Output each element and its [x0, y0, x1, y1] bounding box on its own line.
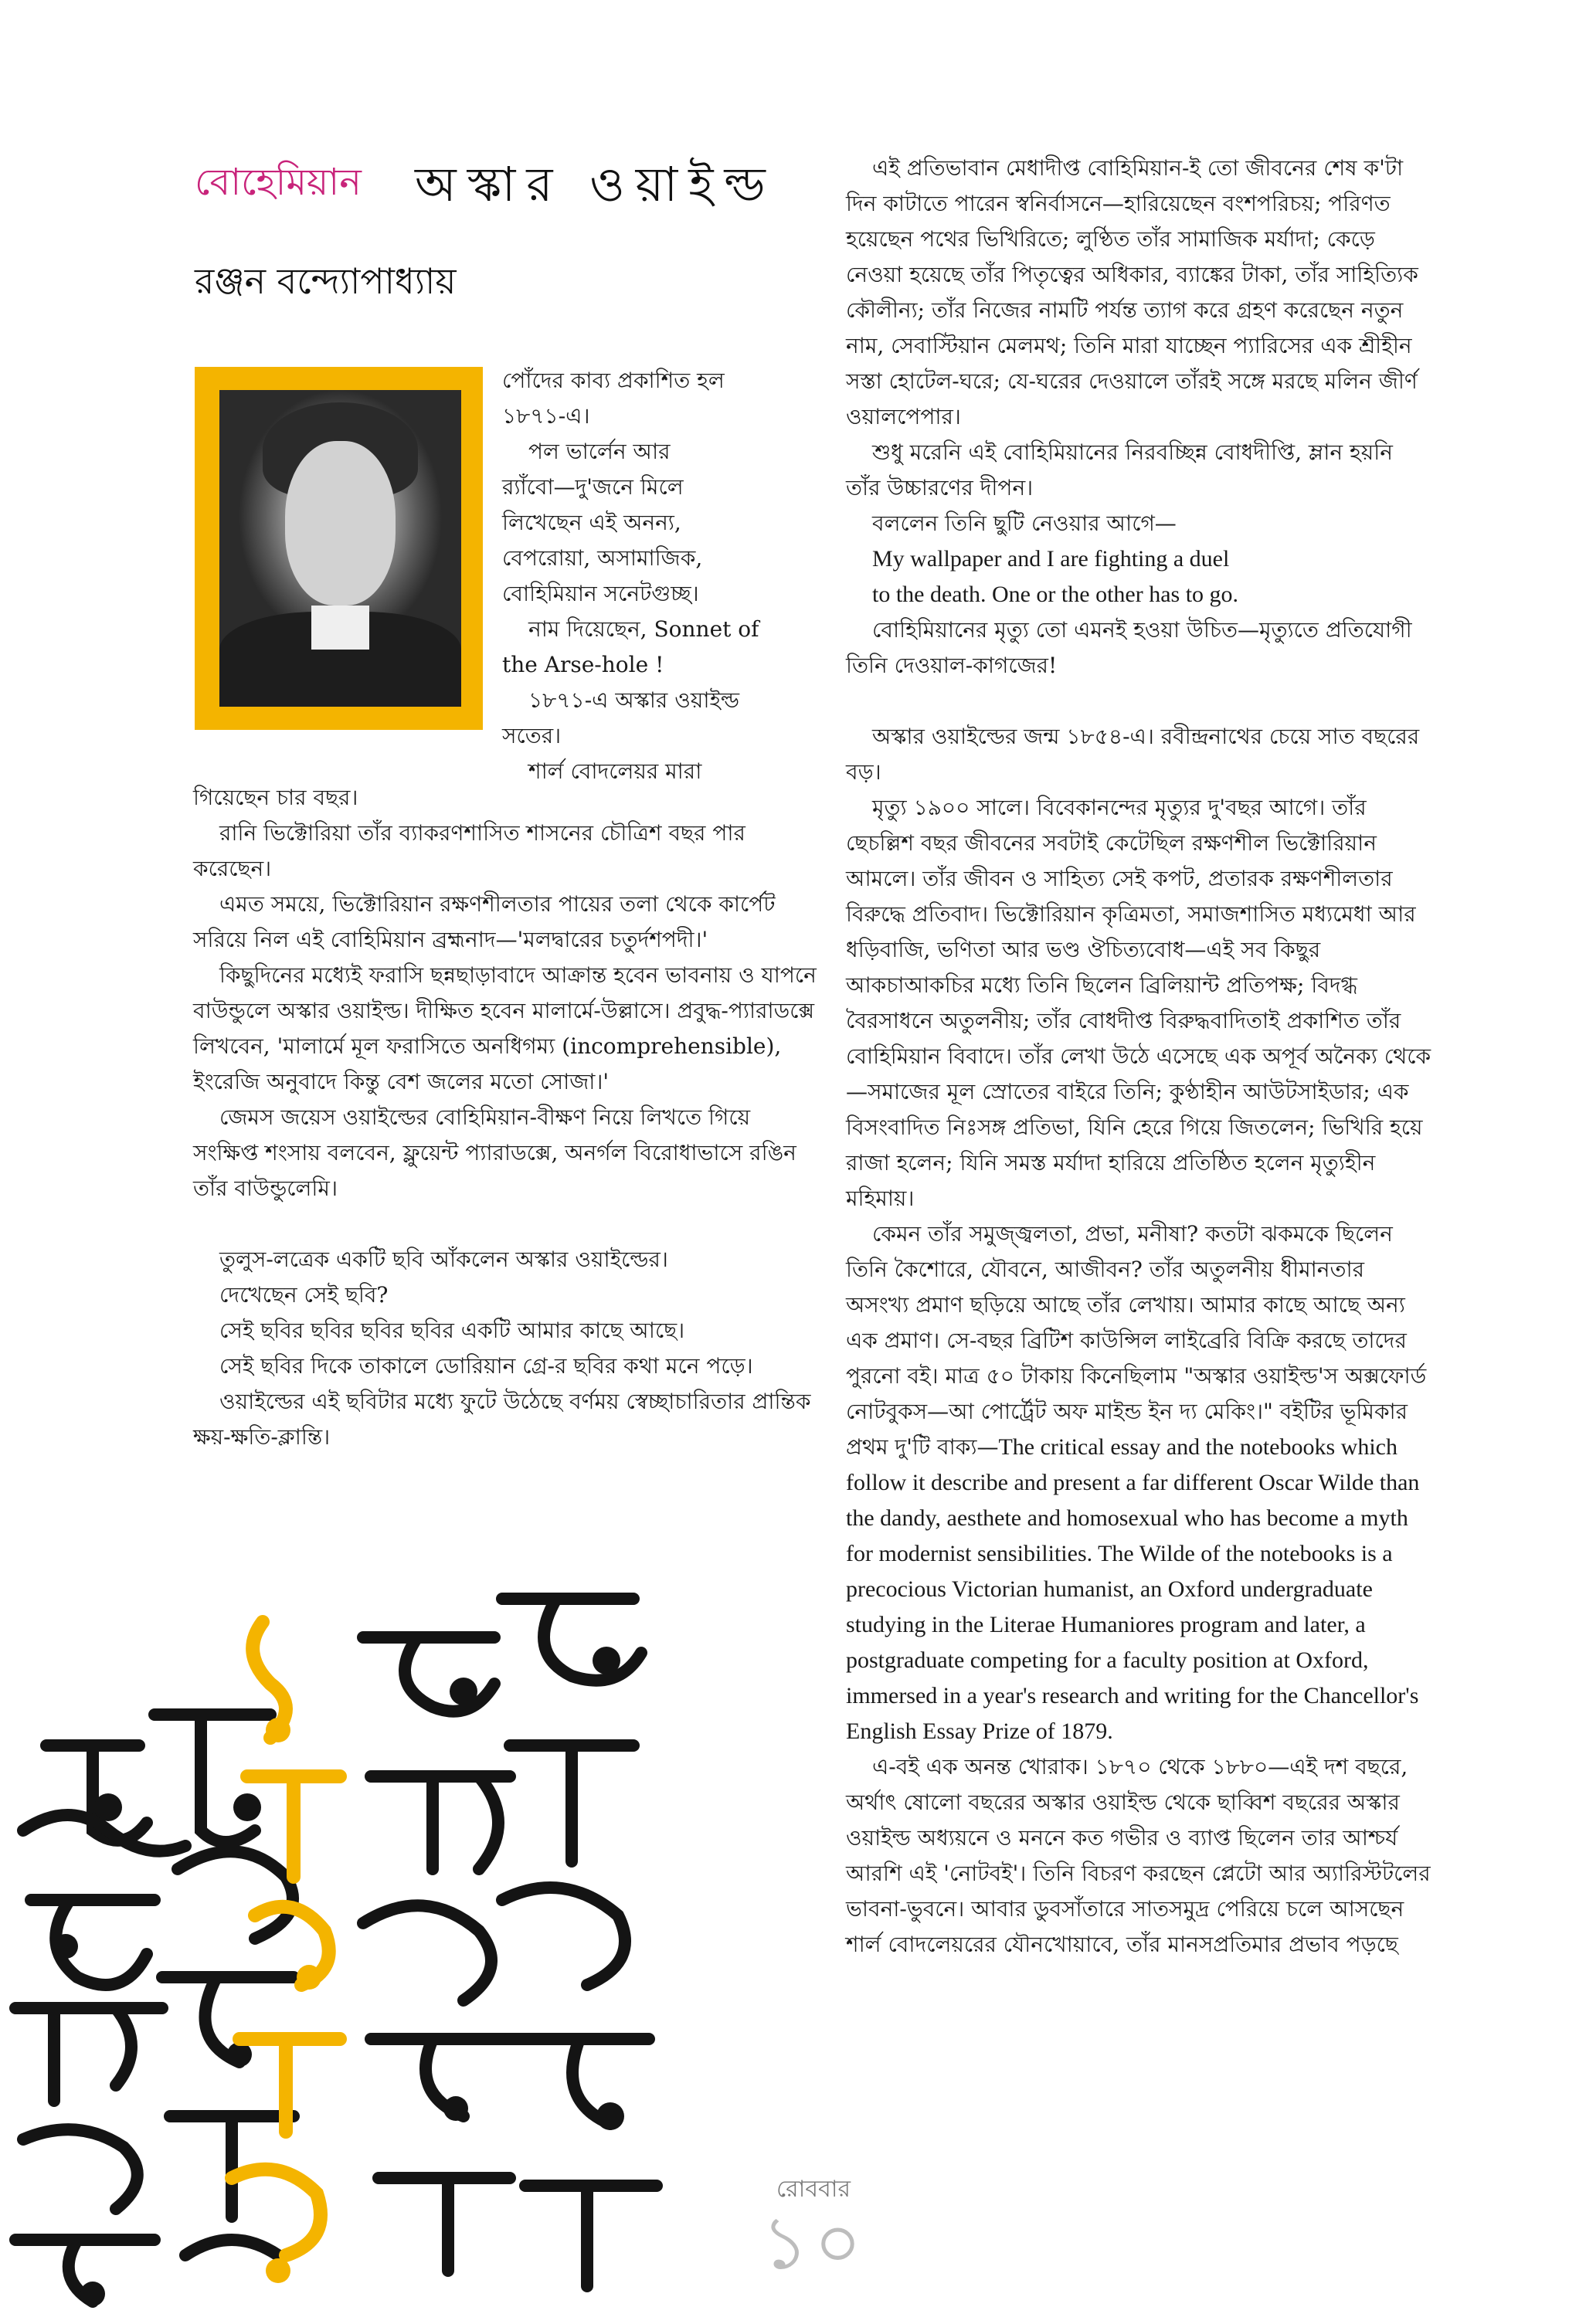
paragraph: ওয়াইল্ডের এই ছবিটার মধ্যে ফুটে উঠেছে বর্ণময় স্বেচ্ছাচারিতার প্রান্তিক ক্ষয়-ক্ষতি-ক্লান্তি। [193, 1389, 811, 1450]
paragraph: মৃত্যু ১৯০০ সালে। বিবেকানন্দের মৃত্যুর দু'বছর আগে। তাঁর ছেচল্লিশ বছর জীবনের সবটাই কেটেছিল রক্ষণশীল ভিক্টোরিয়ান আমলে। তাঁর জীবন ও সাহিত্য সেই কপট, প্রতারক রক্ষণশীলতার বিরুদ্ধে প্রতিবাদ। ভিক্টোরিয়ান কৃত্রিমতা, সমাজশাসিত মধ্যমেধা আর ধড়িবাজি, ভণিতা আর ভণ্ড ঔচিত্যবোধ—এই সব কিছুর আকচাআকচির মধ্যে তিনি ছিলেন ব্রিলিয়ান্ট প্রতিপক্ষ; বিদগ্ধ বৈরসাধনে অতুলনীয়; তাঁর বোধদীপ্ত বিরুদ্ধবাদিতাই প্রকাশিত তাঁর বোহিমিয়ান বিবাদে। তাঁর লেখা উঠে এসেছে এক অপূর্ব অনৈক্য থেকে—সমাজের মূল স্রোতের বাইরে তিনি; কুণ্ঠাহীন আউটসাইডার; এক বিসংবাদিত নিঃসঙ্গ প্রতিভা, যিনি হেরে গিয়ে জিতলেন; ভিখিরি হয়ে রাজা হলেন; যিনি সমস্ত মর্যাদা হারিয়ে প্রতিষ্ঠিত হলেন মৃত্যুহীন মহিমায়। [846, 795, 1431, 1211]
paragraph: অস্কার ওয়াইল্ডের জন্ম ১৮৫৪-এ। রবীন্দ্রনাথের চেয়ে সাত বছরের বড়। [846, 724, 1420, 785]
wrap-line: ১৮৭১-এ। [502, 403, 590, 429]
magazine-name: রোববার [776, 2176, 851, 2203]
calligraphy-artwork [0, 1576, 680, 2324]
wrap-line: লিখেছেন এই অনন্য, [502, 510, 681, 535]
section-kicker: বোহেমিয়ান [195, 161, 362, 204]
wrap-line: the Arse-hole ! [502, 652, 664, 677]
paragraph: রানি ভিক্টোরিয়া তাঁর ব্যাকরণশাসিত শাসনের চৌত্রিশ বছর পার করেছেন। [193, 820, 745, 881]
paragraph: বললেন তিনি ছুটি নেওয়ার আগে— [872, 511, 1177, 536]
paragraph: তুলুস-লত্রেক একটি ছবি আঁকলেন অস্কার ওয়াইল্ডের। [219, 1247, 668, 1272]
paragraph: বোহিমিয়ানের মৃত্যু তো এমনই হওয়া উচিত—মৃত্যুতে প্রতিযোগী তিনি দেওয়াল-কাগজের! [846, 617, 1412, 678]
paragraph: এ-বই এক অনন্ত খোরাক। ১৮৭০ থেকে ১৮৮০—এই দশ বছরে, অর্থাৎ ষোলো বছরের অস্কার ওয়াইল্ড থেকে ছাব্বিশ বছরের অস্কার ওয়াইল্ড অধ্যয়নে ও মননে কত গভীর ও ব্যাপ্ত ছিলেন তার আশ্চর্য আরশি এই 'নোটবই'। তিনি বিচরণ করছেন প্লেটো আর অ্যারিস্টটলের ভাবনা-ভুবনে। আবার ডুবসাঁতারে সাতসমুদ্র পেরিয়ে চলে আসছেন শার্ল বোদলেয়রের যৌনখোয়াবে, তাঁর মানসপ্রতিমার প্রভাব পড়ছে [846, 1754, 1431, 1957]
article-title: অস্কার ওয়াইল্ড [415, 156, 776, 212]
left-column [193, 780, 819, 1455]
quote-line: My wallpaper and I are fighting a duel [872, 546, 1230, 572]
paragraph: সেই ছবির দিকে তাকালে ডোরিয়ান গ্রে-র ছবির কথা মনে পড়ে। [219, 1353, 753, 1379]
page-number: ১০ [761, 2200, 867, 2286]
paragraph: জেমস জয়েস ওয়াইল্ডের বোহিমিয়ান-বীক্ষণ নিয়ে লিখতে গিয়ে সংক্ষিপ্ত শংসায় বলবেন, ফ্লুয়েন্ট প্যারাডক্সে, অনর্গল বিরোধাভাসে রঙিন তাঁর বাউন্ডুলেমি। [193, 1104, 796, 1201]
wrap-line: বেপরোয়া, অসামাজিক, [502, 545, 703, 571]
paragraph: এই প্রতিভাবান মেধাদীপ্ত বোহিমিয়ান-ই তো জীবনের শেষ ক'টা দিন কাটাতে পারেন স্বনির্বাসনে—হারিয়েছেন বংশপরিচয়; পরিণত হয়েছেন পথের ভিখিরিতে; লুণ্ঠিত তাঁর সামাজিক মর্যাদা; কেড়ে নেওয়া হয়েছে তাঁর পিতৃত্বের অধিকার, ব্যাঙ্কের টাকা, তাঁর সাহিত্যিক কৌলীন্য; তাঁর নিজের নামটি পর্যন্ত ত্যাগ করে গ্রহণ করেছেন নতুন নাম, সেবাস্টিয়ান মেলমথ; তিনি মারা যাচ্ছেন প্যারিসের এক শ্রীহীন সস্তা হোটেল-ঘরে; যে-ঘরের দেওয়ালে তাঁরই সঙ্গে মরছে মলিন জীর্ণ ওয়ালপেপার। [846, 155, 1418, 429]
paragraph: শুধু মরেনি এই বোহিমিয়ানের নিরবচ্ছিন্ন বোধদীপ্তি, ম্লান হয়নি তাঁর উচ্চারণের দীপন। [846, 439, 1393, 500]
quote-line: to the death. One or the other has to go. [872, 582, 1239, 607]
paragraph-bengali: কেমন তাঁর সমুজ্জ্বলতা, প্রভা, মনীষা? কতটা ঝকমকে ছিলেন তিনি কৈশোরে, যৌবনে, আজীবন? তাঁর অতুলনীয় ধীমানতার অসংখ্য প্রমাণ ছড়িয়ে আছে তাঁর লেখায়। আমার কাছে আছে অন্য এক প্রমাণ। সে-বছর ব্রিটিশ কাউন্সিল লাইব্রেরি বিক্রি করছে তাদের পুরনো বই। মাত্র ৫০ টাকায় কিনেছিলাম "অস্কার ওয়াইল্ড'স অক্সফোর্ড নোটবুকস—আ পোর্ট্রেট অফ মাইন্ড ইন দ্য মেকিং।" বইটির ভূমিকার প্রথম দু'টি বাক্য— [846, 1221, 1427, 1460]
paragraph: দেখেছেন সেই ছবি? [219, 1282, 389, 1308]
wrap-line: পোঁদের কাব্য প্রকাশিত হল [502, 368, 725, 393]
wrap-column [502, 363, 811, 789]
wrap-line: নাম দিয়েছেন, Sonnet of [528, 616, 759, 642]
paragraph: এমত সময়ে, ভিক্টোরিয়ান রক্ষণশীলতার পায়ের তলা থেকে কার্পেট সরিয়ে নিল এই বোহিমিয়ান ব্রহ্মনাদ—'মলদ্বারের চতুর্দশপদী।' [193, 891, 776, 952]
wrap-line: বোহিমিয়ান সনেটগুচ্ছ। [502, 581, 699, 606]
wrap-line: ১৮৭১-এ অস্কার ওয়াইল্ড [528, 687, 740, 713]
portrait-frame [195, 367, 483, 730]
wrap-line: পল ভার্লেন আর [528, 439, 671, 464]
wrap-line: শার্ল বোদলেয়র মারা [528, 758, 702, 784]
title-row [195, 144, 836, 213]
wrap-line: সতের। [502, 723, 562, 748]
paragraph: সেই ছবির ছবির ছবির ছবির একটি আমার কাছে আছে। [219, 1318, 685, 1343]
paragraph: গিয়েছেন চার বছর। [193, 785, 358, 810]
wrap-line: র‍্যাঁবো—দু'জনে মিলে [502, 474, 684, 500]
portrait-photo [219, 390, 461, 707]
paragraph-english: The critical essay and the notebooks which follow it describe and present a far different Oscar Wilde than the dandy, aesthete and homosexual who has become a myth for modernist sensibilities. The Wilde of the notebooks is a precocious Victorian humanist, an Oxford undergraduate studying in the Literae Humaniores program and later, a postgraduate competing for a faculty position at Oxford, immersed in a year's research and writing for the Chancellor's English Essay Prize of 1879. [846, 1434, 1420, 1744]
author-byline: রঞ্জন বন্দ্যোপাধ্যায় [195, 260, 457, 302]
paragraph [846, 1216, 1433, 1749]
right-column [846, 151, 1433, 1963]
paragraph: কিছুদিনের মধ্যেই ফরাসি ছন্নছাড়াবাদে আক্রান্ত হবেন ভাবনায় ও যাপনে বাউন্ডুলে অস্কার ওয়াইল্ড। দীক্ষিত হবেন মালার্মে-উল্লাসে। প্রবুদ্ধ-প্যারাডক্সে লিখবেন, 'মালার্মে মূল ফরাসিতে অনধিগম্য (incomprehensible), ইংরেজি অনুবাদে কিন্তু বেশ জলের মতো সোজা।' [193, 962, 817, 1094]
